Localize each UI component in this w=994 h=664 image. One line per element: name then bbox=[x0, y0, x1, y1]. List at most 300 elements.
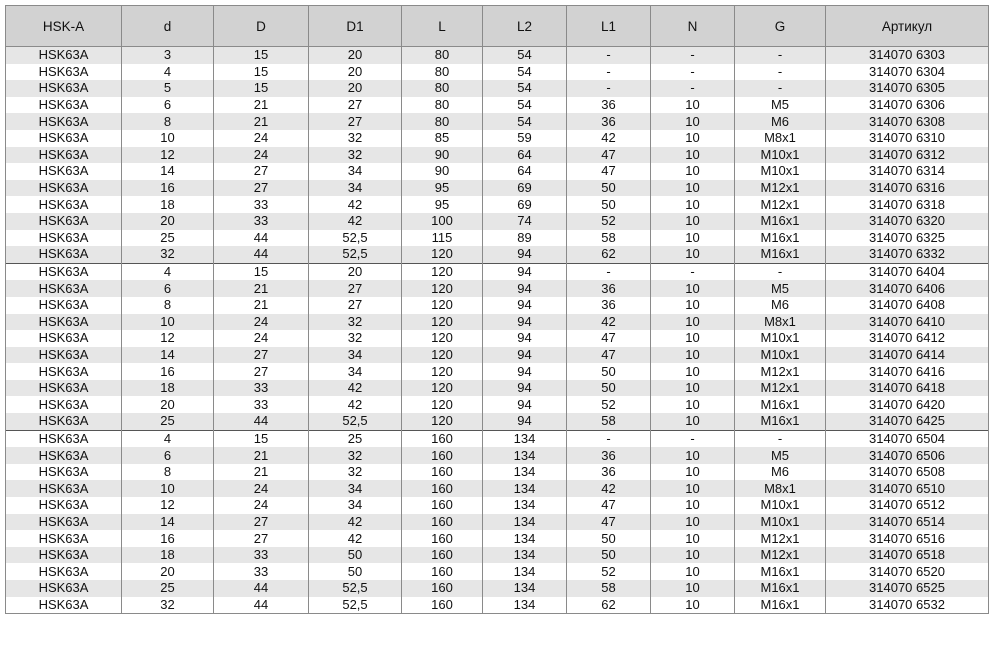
table-cell-N: 10 bbox=[651, 497, 735, 514]
table-row bbox=[6, 363, 989, 380]
table-cell-hsk-a: HSK63A bbox=[6, 180, 122, 197]
table-cell-L1: - bbox=[567, 430, 651, 447]
table-cell-D: 44 bbox=[214, 246, 309, 263]
table-cell-D1: 32 bbox=[309, 314, 402, 331]
column-header-D1: D1 bbox=[309, 6, 402, 47]
table-cell-L: 115 bbox=[402, 230, 483, 247]
table-cell-hsk-a: HSK63A bbox=[6, 147, 122, 164]
table-cell-D1: 52,5 bbox=[309, 246, 402, 263]
table-cell-G: M10x1 bbox=[735, 497, 826, 514]
table-row bbox=[6, 330, 989, 347]
table-cell-d: 8 bbox=[122, 464, 214, 481]
table-cell-N: 10 bbox=[651, 380, 735, 397]
table-cell-D1: 34 bbox=[309, 480, 402, 497]
table-cell-article: 314070 6303 bbox=[826, 47, 989, 64]
table-cell-L: 160 bbox=[402, 464, 483, 481]
table-cell-d: 16 bbox=[122, 530, 214, 547]
table-cell-L1: 47 bbox=[567, 330, 651, 347]
table-cell-article: 314070 6410 bbox=[826, 314, 989, 331]
table-cell-L: 160 bbox=[402, 514, 483, 531]
table-cell-L1: 50 bbox=[567, 196, 651, 213]
table-cell-N: 10 bbox=[651, 530, 735, 547]
table-cell-L2: 94 bbox=[483, 396, 567, 413]
table-row bbox=[6, 563, 989, 580]
table-cell-L2: 134 bbox=[483, 580, 567, 597]
column-header-L1: L1 bbox=[567, 6, 651, 47]
table-cell-d: 25 bbox=[122, 230, 214, 247]
table-cell-G: M8x1 bbox=[735, 314, 826, 331]
table-cell-D: 24 bbox=[214, 314, 309, 331]
table-cell-article: 314070 6308 bbox=[826, 113, 989, 130]
table-cell-N: - bbox=[651, 80, 735, 97]
table-cell-d: 10 bbox=[122, 130, 214, 147]
table-cell-article: 314070 6420 bbox=[826, 396, 989, 413]
table-cell-L2: 134 bbox=[483, 514, 567, 531]
table-cell-d: 10 bbox=[122, 480, 214, 497]
table-row bbox=[6, 147, 989, 164]
table-cell-D1: 34 bbox=[309, 363, 402, 380]
table-cell-L2: 69 bbox=[483, 180, 567, 197]
table-cell-D1: 27 bbox=[309, 113, 402, 130]
table-cell-G: M6 bbox=[735, 464, 826, 481]
table-cell-L: 160 bbox=[402, 580, 483, 597]
column-header-L2: L2 bbox=[483, 6, 567, 47]
table-cell-L: 160 bbox=[402, 563, 483, 580]
table-cell-D1: 27 bbox=[309, 97, 402, 114]
table-cell-G: M16x1 bbox=[735, 580, 826, 597]
table-cell-L: 95 bbox=[402, 180, 483, 197]
table-cell-hsk-a: HSK63A bbox=[6, 464, 122, 481]
table-cell-L: 160 bbox=[402, 530, 483, 547]
table-cell-D: 24 bbox=[214, 330, 309, 347]
table-cell-L1: 47 bbox=[567, 514, 651, 531]
table-cell-G: M12x1 bbox=[735, 363, 826, 380]
spec-table-container bbox=[5, 5, 988, 614]
table-cell-L1: 36 bbox=[567, 297, 651, 314]
table-cell-N: 10 bbox=[651, 163, 735, 180]
table-cell-d: 12 bbox=[122, 330, 214, 347]
table-cell-G: M12x1 bbox=[735, 547, 826, 564]
table-cell-hsk-a: HSK63A bbox=[6, 297, 122, 314]
table-cell-d: 20 bbox=[122, 396, 214, 413]
table-cell-L2: 134 bbox=[483, 597, 567, 614]
table-cell-G: M10x1 bbox=[735, 163, 826, 180]
table-cell-L: 120 bbox=[402, 280, 483, 297]
table-cell-L1: 47 bbox=[567, 147, 651, 164]
table-cell-hsk-a: HSK63A bbox=[6, 480, 122, 497]
table-cell-D: 27 bbox=[214, 163, 309, 180]
table-cell-L: 80 bbox=[402, 97, 483, 114]
table-cell-d: 4 bbox=[122, 430, 214, 447]
table-cell-article: 314070 6520 bbox=[826, 563, 989, 580]
table-cell-L: 100 bbox=[402, 213, 483, 230]
table-cell-D1: 34 bbox=[309, 347, 402, 364]
column-header-hsk-a: HSK-A bbox=[6, 6, 122, 47]
table-cell-L1: 42 bbox=[567, 480, 651, 497]
table-cell-L1: 52 bbox=[567, 213, 651, 230]
table-cell-D1: 27 bbox=[309, 280, 402, 297]
table-cell-article: 314070 6304 bbox=[826, 64, 989, 81]
table-cell-L: 120 bbox=[402, 297, 483, 314]
table-cell-hsk-a: HSK63A bbox=[6, 530, 122, 547]
table-cell-L2: 134 bbox=[483, 480, 567, 497]
spec-table bbox=[5, 5, 989, 614]
table-cell-G: - bbox=[735, 64, 826, 81]
table-cell-d: 6 bbox=[122, 97, 214, 114]
table-cell-article: 314070 6412 bbox=[826, 330, 989, 347]
table-cell-N: 10 bbox=[651, 396, 735, 413]
table-cell-G: M16x1 bbox=[735, 246, 826, 263]
table-cell-D1: 52,5 bbox=[309, 597, 402, 614]
table-cell-L1: 50 bbox=[567, 380, 651, 397]
table-cell-article: 314070 6504 bbox=[826, 430, 989, 447]
table-cell-D1: 32 bbox=[309, 330, 402, 347]
table-cell-d: 32 bbox=[122, 597, 214, 614]
table-cell-L: 80 bbox=[402, 47, 483, 64]
table-cell-N: 10 bbox=[651, 147, 735, 164]
table-cell-article: 314070 6518 bbox=[826, 547, 989, 564]
table-cell-L2: 94 bbox=[483, 413, 567, 430]
table-cell-G: M8x1 bbox=[735, 130, 826, 147]
table-cell-L1: 58 bbox=[567, 580, 651, 597]
table-cell-L1: 50 bbox=[567, 363, 651, 380]
table-row bbox=[6, 530, 989, 547]
table-cell-D: 33 bbox=[214, 396, 309, 413]
table-cell-D1: 34 bbox=[309, 497, 402, 514]
table-cell-article: 314070 6510 bbox=[826, 480, 989, 497]
table-cell-L2: 94 bbox=[483, 380, 567, 397]
table-cell-L: 90 bbox=[402, 147, 483, 164]
table-row bbox=[6, 347, 989, 364]
table-cell-L: 160 bbox=[402, 430, 483, 447]
table-cell-hsk-a: HSK63A bbox=[6, 97, 122, 114]
table-cell-L: 120 bbox=[402, 396, 483, 413]
table-cell-hsk-a: HSK63A bbox=[6, 80, 122, 97]
table-cell-d: 3 bbox=[122, 47, 214, 64]
table-cell-L1: 36 bbox=[567, 280, 651, 297]
table-cell-L1: 62 bbox=[567, 597, 651, 614]
table-cell-G: M8x1 bbox=[735, 480, 826, 497]
table-cell-N: 10 bbox=[651, 447, 735, 464]
table-cell-L: 85 bbox=[402, 130, 483, 147]
table-cell-L2: 64 bbox=[483, 147, 567, 164]
table-cell-article: 314070 6305 bbox=[826, 80, 989, 97]
table-cell-D1: 52,5 bbox=[309, 230, 402, 247]
table-cell-d: 18 bbox=[122, 196, 214, 213]
table-cell-D: 21 bbox=[214, 97, 309, 114]
table-cell-D: 24 bbox=[214, 497, 309, 514]
column-header-N: N bbox=[651, 6, 735, 47]
table-cell-hsk-a: HSK63A bbox=[6, 497, 122, 514]
table-cell-N: 10 bbox=[651, 130, 735, 147]
table-header-row bbox=[6, 6, 989, 47]
table-cell-article: 314070 6414 bbox=[826, 347, 989, 364]
table-cell-N: - bbox=[651, 430, 735, 447]
table-cell-hsk-a: HSK63A bbox=[6, 246, 122, 263]
table-cell-L1: 50 bbox=[567, 530, 651, 547]
table-cell-hsk-a: HSK63A bbox=[6, 380, 122, 397]
table-row bbox=[6, 297, 989, 314]
column-header-article: Артикул bbox=[826, 6, 989, 47]
table-cell-L1: 42 bbox=[567, 314, 651, 331]
table-cell-N: 10 bbox=[651, 514, 735, 531]
table-cell-D1: 50 bbox=[309, 563, 402, 580]
table-cell-N: 10 bbox=[651, 230, 735, 247]
table-cell-D1: 20 bbox=[309, 47, 402, 64]
table-cell-d: 25 bbox=[122, 580, 214, 597]
table-cell-N: 10 bbox=[651, 196, 735, 213]
table-cell-D1: 20 bbox=[309, 64, 402, 81]
table-cell-D1: 52,5 bbox=[309, 580, 402, 597]
table-cell-article: 314070 6406 bbox=[826, 280, 989, 297]
table-cell-L1: 52 bbox=[567, 563, 651, 580]
table-row bbox=[6, 413, 989, 430]
table-cell-article: 314070 6306 bbox=[826, 97, 989, 114]
table-cell-article: 314070 6516 bbox=[826, 530, 989, 547]
table-row bbox=[6, 196, 989, 213]
table-cell-L: 160 bbox=[402, 447, 483, 464]
table-cell-L2: 94 bbox=[483, 246, 567, 263]
table-row bbox=[6, 246, 989, 263]
table-cell-L2: 59 bbox=[483, 130, 567, 147]
table-cell-L1: 36 bbox=[567, 97, 651, 114]
table-cell-G: M12x1 bbox=[735, 180, 826, 197]
table-cell-hsk-a: HSK63A bbox=[6, 196, 122, 213]
table-cell-d: 6 bbox=[122, 280, 214, 297]
table-cell-G: M12x1 bbox=[735, 530, 826, 547]
table-cell-hsk-a: HSK63A bbox=[6, 547, 122, 564]
table-cell-D: 21 bbox=[214, 297, 309, 314]
table-row bbox=[6, 480, 989, 497]
table-cell-L2: 134 bbox=[483, 563, 567, 580]
table-row bbox=[6, 130, 989, 147]
table-cell-G: M6 bbox=[735, 113, 826, 130]
table-cell-D1: 34 bbox=[309, 163, 402, 180]
table-cell-L1: 36 bbox=[567, 464, 651, 481]
table-cell-article: 314070 6514 bbox=[826, 514, 989, 531]
table-cell-N: - bbox=[651, 47, 735, 64]
table-cell-G: - bbox=[735, 430, 826, 447]
table-row bbox=[6, 430, 989, 447]
table-cell-L2: 134 bbox=[483, 447, 567, 464]
table-cell-L1: 47 bbox=[567, 347, 651, 364]
table-cell-article: 314070 6416 bbox=[826, 363, 989, 380]
table-body bbox=[6, 47, 989, 614]
table-cell-D1: 27 bbox=[309, 297, 402, 314]
table-cell-hsk-a: HSK63A bbox=[6, 280, 122, 297]
table-row bbox=[6, 180, 989, 197]
table-cell-N: 10 bbox=[651, 547, 735, 564]
table-cell-G: - bbox=[735, 47, 826, 64]
table-cell-D: 44 bbox=[214, 230, 309, 247]
table-cell-N: 10 bbox=[651, 413, 735, 430]
table-row bbox=[6, 213, 989, 230]
table-cell-article: 314070 6525 bbox=[826, 580, 989, 597]
table-cell-L2: 64 bbox=[483, 163, 567, 180]
table-cell-hsk-a: HSK63A bbox=[6, 597, 122, 614]
table-cell-hsk-a: HSK63A bbox=[6, 347, 122, 364]
table-cell-L1: - bbox=[567, 80, 651, 97]
table-row bbox=[6, 580, 989, 597]
table-cell-d: 14 bbox=[122, 347, 214, 364]
table-cell-D1: 32 bbox=[309, 130, 402, 147]
table-cell-N: 10 bbox=[651, 297, 735, 314]
table-cell-L: 120 bbox=[402, 314, 483, 331]
table-cell-N: 10 bbox=[651, 563, 735, 580]
table-cell-D: 44 bbox=[214, 580, 309, 597]
table-cell-L2: 54 bbox=[483, 113, 567, 130]
table-cell-article: 314070 6325 bbox=[826, 230, 989, 247]
table-cell-L: 160 bbox=[402, 547, 483, 564]
table-cell-G: M10x1 bbox=[735, 330, 826, 347]
table-cell-d: 20 bbox=[122, 563, 214, 580]
table-cell-D: 21 bbox=[214, 113, 309, 130]
table-row bbox=[6, 113, 989, 130]
table-cell-article: 314070 6312 bbox=[826, 147, 989, 164]
table-row bbox=[6, 447, 989, 464]
table-cell-D: 44 bbox=[214, 597, 309, 614]
table-row bbox=[6, 597, 989, 614]
table-cell-L1: 47 bbox=[567, 497, 651, 514]
table-cell-d: 4 bbox=[122, 64, 214, 81]
column-header-D: D bbox=[214, 6, 309, 47]
table-cell-L: 80 bbox=[402, 64, 483, 81]
table-cell-L2: 94 bbox=[483, 280, 567, 297]
table-cell-article: 314070 6404 bbox=[826, 263, 989, 280]
table-cell-L2: 89 bbox=[483, 230, 567, 247]
table-row bbox=[6, 396, 989, 413]
table-cell-D1: 50 bbox=[309, 547, 402, 564]
table-cell-L2: 94 bbox=[483, 347, 567, 364]
table-row bbox=[6, 163, 989, 180]
table-cell-D: 24 bbox=[214, 147, 309, 164]
table-cell-L1: 62 bbox=[567, 246, 651, 263]
table-cell-L1: 50 bbox=[567, 547, 651, 564]
table-cell-N: 10 bbox=[651, 213, 735, 230]
table-cell-N: 10 bbox=[651, 580, 735, 597]
table-cell-d: 25 bbox=[122, 413, 214, 430]
column-header-L: L bbox=[402, 6, 483, 47]
table-cell-L2: 134 bbox=[483, 530, 567, 547]
table-cell-N: 10 bbox=[651, 464, 735, 481]
column-header-G: G bbox=[735, 6, 826, 47]
table-cell-article: 314070 6314 bbox=[826, 163, 989, 180]
table-cell-N: 10 bbox=[651, 363, 735, 380]
table-cell-G: - bbox=[735, 263, 826, 280]
table-cell-L2: 134 bbox=[483, 547, 567, 564]
table-cell-L2: 94 bbox=[483, 263, 567, 280]
table-cell-L1: 52 bbox=[567, 396, 651, 413]
table-cell-D: 24 bbox=[214, 480, 309, 497]
table-cell-d: 14 bbox=[122, 514, 214, 531]
table-cell-D: 15 bbox=[214, 80, 309, 97]
table-cell-article: 314070 6508 bbox=[826, 464, 989, 481]
table-cell-N: 10 bbox=[651, 246, 735, 263]
table-cell-D1: 32 bbox=[309, 464, 402, 481]
table-cell-hsk-a: HSK63A bbox=[6, 113, 122, 130]
table-cell-G: M6 bbox=[735, 297, 826, 314]
table-cell-L1: 47 bbox=[567, 163, 651, 180]
table-cell-L2: 94 bbox=[483, 314, 567, 331]
table-cell-L1: 42 bbox=[567, 130, 651, 147]
table-cell-G: M16x1 bbox=[735, 230, 826, 247]
table-cell-D1: 52,5 bbox=[309, 413, 402, 430]
table-cell-L2: 94 bbox=[483, 363, 567, 380]
table-cell-d: 12 bbox=[122, 497, 214, 514]
table-cell-D: 33 bbox=[214, 547, 309, 564]
table-cell-hsk-a: HSK63A bbox=[6, 130, 122, 147]
table-row bbox=[6, 230, 989, 247]
table-cell-N: 10 bbox=[651, 347, 735, 364]
table-cell-L1: 58 bbox=[567, 413, 651, 430]
table-row bbox=[6, 547, 989, 564]
table-cell-L2: 54 bbox=[483, 47, 567, 64]
table-cell-G: M5 bbox=[735, 97, 826, 114]
table-cell-D: 21 bbox=[214, 464, 309, 481]
table-cell-D1: 32 bbox=[309, 447, 402, 464]
table-cell-D: 27 bbox=[214, 514, 309, 531]
table-cell-L2: 94 bbox=[483, 330, 567, 347]
table-cell-D1: 32 bbox=[309, 147, 402, 164]
table-row bbox=[6, 47, 989, 64]
table-cell-hsk-a: HSK63A bbox=[6, 396, 122, 413]
table-cell-L2: 74 bbox=[483, 213, 567, 230]
table-cell-d: 32 bbox=[122, 246, 214, 263]
table-cell-G: M10x1 bbox=[735, 147, 826, 164]
table-cell-L: 120 bbox=[402, 263, 483, 280]
table-cell-G: M5 bbox=[735, 447, 826, 464]
table-cell-L: 120 bbox=[402, 413, 483, 430]
table-cell-article: 314070 6512 bbox=[826, 497, 989, 514]
table-cell-article: 314070 6318 bbox=[826, 196, 989, 213]
table-cell-d: 18 bbox=[122, 380, 214, 397]
table-cell-D: 15 bbox=[214, 64, 309, 81]
table-cell-D: 21 bbox=[214, 447, 309, 464]
table-row bbox=[6, 497, 989, 514]
table-cell-L: 120 bbox=[402, 363, 483, 380]
table-cell-d: 8 bbox=[122, 113, 214, 130]
table-cell-L: 120 bbox=[402, 347, 483, 364]
table-cell-L1: - bbox=[567, 64, 651, 81]
table-cell-d: 12 bbox=[122, 147, 214, 164]
table-cell-hsk-a: HSK63A bbox=[6, 263, 122, 280]
table-cell-hsk-a: HSK63A bbox=[6, 314, 122, 331]
table-cell-D: 33 bbox=[214, 196, 309, 213]
table-cell-L: 160 bbox=[402, 597, 483, 614]
table-cell-hsk-a: HSK63A bbox=[6, 514, 122, 531]
table-cell-L1: - bbox=[567, 263, 651, 280]
table-row bbox=[6, 263, 989, 280]
table-cell-hsk-a: HSK63A bbox=[6, 64, 122, 81]
table-cell-hsk-a: HSK63A bbox=[6, 163, 122, 180]
table-cell-N: 10 bbox=[651, 480, 735, 497]
table-cell-D1: 42 bbox=[309, 380, 402, 397]
table-cell-d: 14 bbox=[122, 163, 214, 180]
table-cell-L2: 134 bbox=[483, 464, 567, 481]
table-cell-L2: 54 bbox=[483, 64, 567, 81]
table-cell-L: 160 bbox=[402, 480, 483, 497]
table-cell-G: - bbox=[735, 80, 826, 97]
table-cell-N: - bbox=[651, 263, 735, 280]
table-cell-G: M16x1 bbox=[735, 396, 826, 413]
table-cell-L2: 134 bbox=[483, 497, 567, 514]
table-row bbox=[6, 380, 989, 397]
table-cell-L2: 94 bbox=[483, 297, 567, 314]
table-cell-d: 20 bbox=[122, 213, 214, 230]
table-row bbox=[6, 64, 989, 81]
table-cell-N: 10 bbox=[651, 180, 735, 197]
table-cell-D1: 34 bbox=[309, 180, 402, 197]
